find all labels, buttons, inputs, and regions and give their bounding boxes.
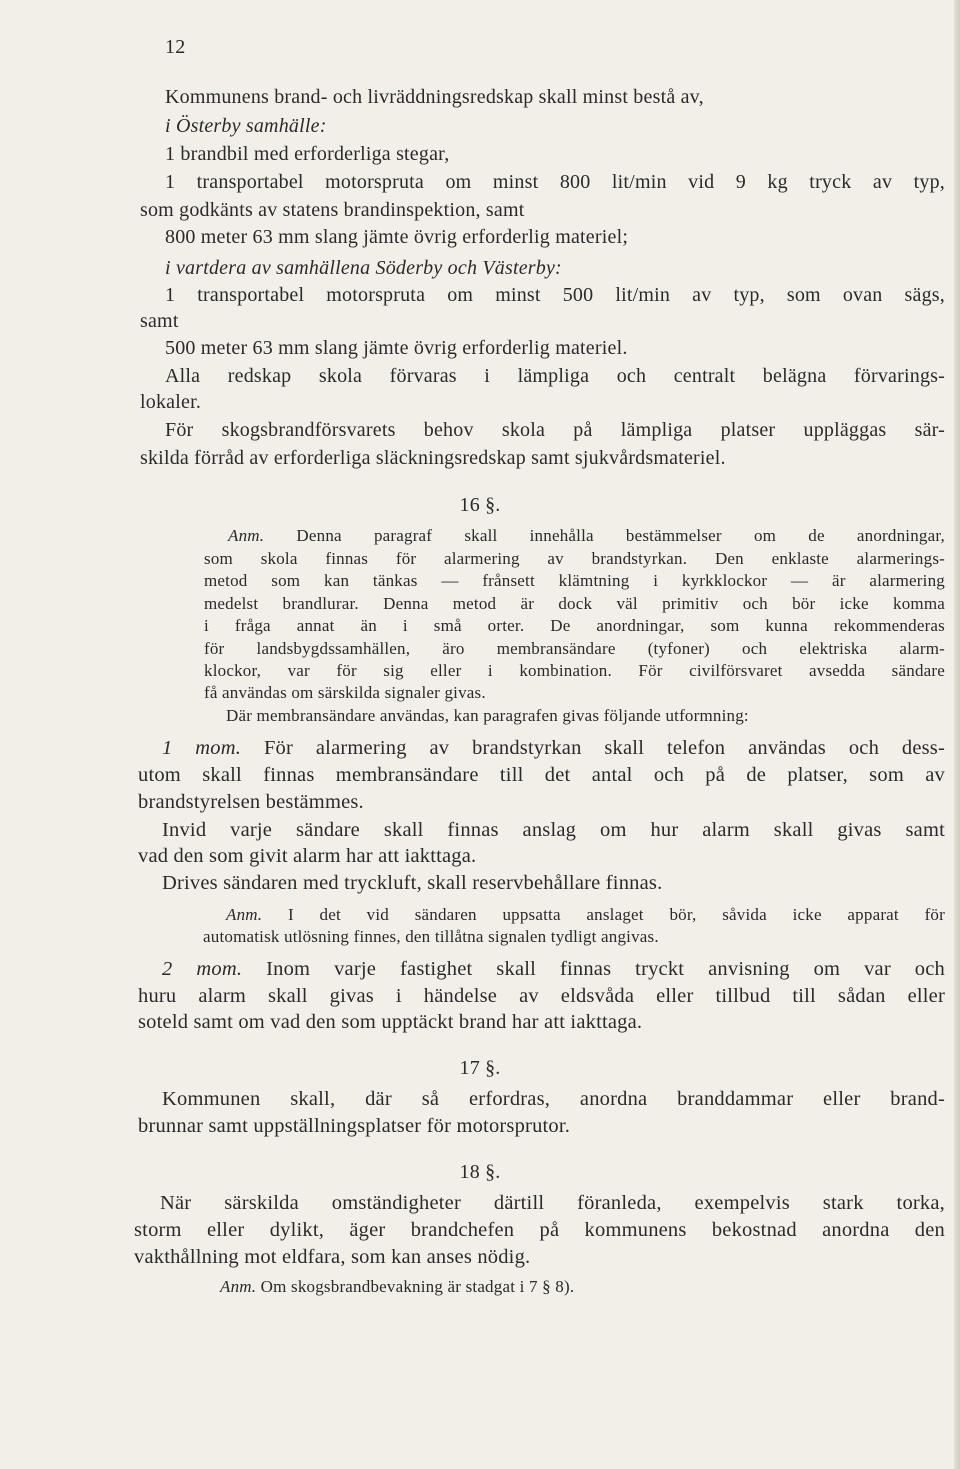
text-line: 1 brandbil med erforderliga stegar, bbox=[165, 143, 450, 165]
text-line: 1 transportabel motorspruta om minst 800 lit/min vid 9 kg tryck av typ, bbox=[165, 171, 945, 193]
text-line: huru alarm skall givas i händelse av eldsvåda eller tillbud till sådan eller bbox=[138, 985, 945, 1007]
note-line: Där membransändare användas, kan paragrafen givas följande utformning: bbox=[226, 706, 749, 725]
text-line: 1 transportabel motorspruta om minst 500 lit/min av typ, som ovan sägs, bbox=[165, 284, 945, 306]
note-line: för landsbygdssamhällen, äro membransändare (tyfoner) och elektriska alarm- bbox=[204, 639, 945, 658]
section-heading-18: 18 §. bbox=[459, 1161, 501, 1183]
note-line: automatisk utlösning finnes, den tillåtna signalen tydligt angivas. bbox=[203, 927, 659, 946]
text-line: Drives sändaren med tryckluft, skall reservbehållare finnas. bbox=[162, 872, 663, 894]
text-line: lokaler. bbox=[140, 391, 202, 413]
note-line: få användas om särskilda signaler givas. bbox=[204, 683, 486, 702]
text-line: När särskilda omständigheter därtill föranleda, exempelvis stark torka, bbox=[160, 1192, 945, 1214]
text-line: För skogsbrandförsvarets behov skola på lämpliga platser uppläggas sär- bbox=[165, 419, 945, 441]
text-line: vad den som givit alarm har att iakttaga. bbox=[138, 845, 477, 867]
text-line: Kommunens brand- och livräddningsredskap skall minst bestå av, bbox=[165, 86, 704, 108]
page-number: 12 bbox=[165, 36, 186, 58]
text-line: Alla redskap skola förvaras i lämpliga och centralt belägna förvarings- bbox=[165, 365, 945, 387]
text-line: 500 meter 63 mm slang jämte övrig erforderlig materiel. bbox=[165, 337, 628, 359]
section-heading-17: 17 §. bbox=[459, 1057, 501, 1079]
section-heading-16: 16 §. bbox=[459, 494, 501, 516]
text-line: utom skall finnas membransändare till det antal och på de platser, som av bbox=[138, 764, 945, 786]
note-line: medelst brandlurar. Denna metod är dock väl primitiv och bör icke komma bbox=[204, 594, 945, 613]
note-line: Anm. I det vid sändaren uppsatta anslaget bör, såvida icke apparat för bbox=[226, 905, 945, 924]
note-line: i fråga annat än i små orter. De anordningar, som kunna rekommenderas bbox=[204, 616, 945, 635]
text-line: brunnar samt uppställningsplatser för motorsprutor. bbox=[138, 1115, 571, 1137]
text-line: vakthållning mot eldfara, som kan anses nödig. bbox=[134, 1246, 531, 1268]
note-line: klockor, var för sig eller i kombination. För civilförsvaret avsedda sändare bbox=[204, 661, 945, 680]
subheading-soderby-vasterby: i vartdera av samhällena Söderby och Västerby: bbox=[165, 257, 562, 279]
text-line: Invid varje sändare skall finnas anslag om hur alarm skall givas samt bbox=[162, 819, 945, 841]
subheading-osterby: i Österby samhälle: bbox=[165, 115, 327, 137]
text-line: storm eller dylikt, äger brandchefen på kommunens bekostnad anordna den bbox=[134, 1219, 945, 1241]
text-line: 800 meter 63 mm slang jämte övrig erforderlig materiel; bbox=[165, 226, 629, 248]
text-line: brandstyrelsen bestämmes. bbox=[138, 791, 364, 813]
note-line: Anm. Denna paragraf skall innehålla bestämmelser om de anordningar, bbox=[228, 526, 945, 545]
mom-2-line: 2 mom. Inom varje fastighet skall finnas tryckt anvisning om var och bbox=[162, 958, 945, 980]
text-line: Kommunen skall, där så erfordras, anordna branddammar eller brand- bbox=[162, 1088, 945, 1110]
mom-1-line: 1 mom. För alarmering av brandstyrkan skall telefon användas och dess- bbox=[162, 737, 946, 759]
note-line: Anm. Om skogsbrandbevakning är stadgat i 7 § 8). bbox=[220, 1277, 575, 1296]
text-line: samt bbox=[140, 310, 179, 332]
note-line: som skola finnas för alarmering av brandstyrkan. Den enklaste alarmerings- bbox=[204, 549, 945, 568]
text-line: som godkänts av statens brandinspektion, samt bbox=[140, 199, 525, 221]
page-edge bbox=[954, 0, 960, 1469]
text-line: soteld samt om vad den som upptäckt brand har att iakttaga. bbox=[138, 1011, 643, 1033]
text-line: skilda förråd av erforderliga släckningsredskap samt sjukvårdsmateriel. bbox=[140, 447, 726, 469]
note-line: metod som kan tänkas — frånsett klämtning i kyrkklockor — är alarmering bbox=[204, 571, 945, 590]
